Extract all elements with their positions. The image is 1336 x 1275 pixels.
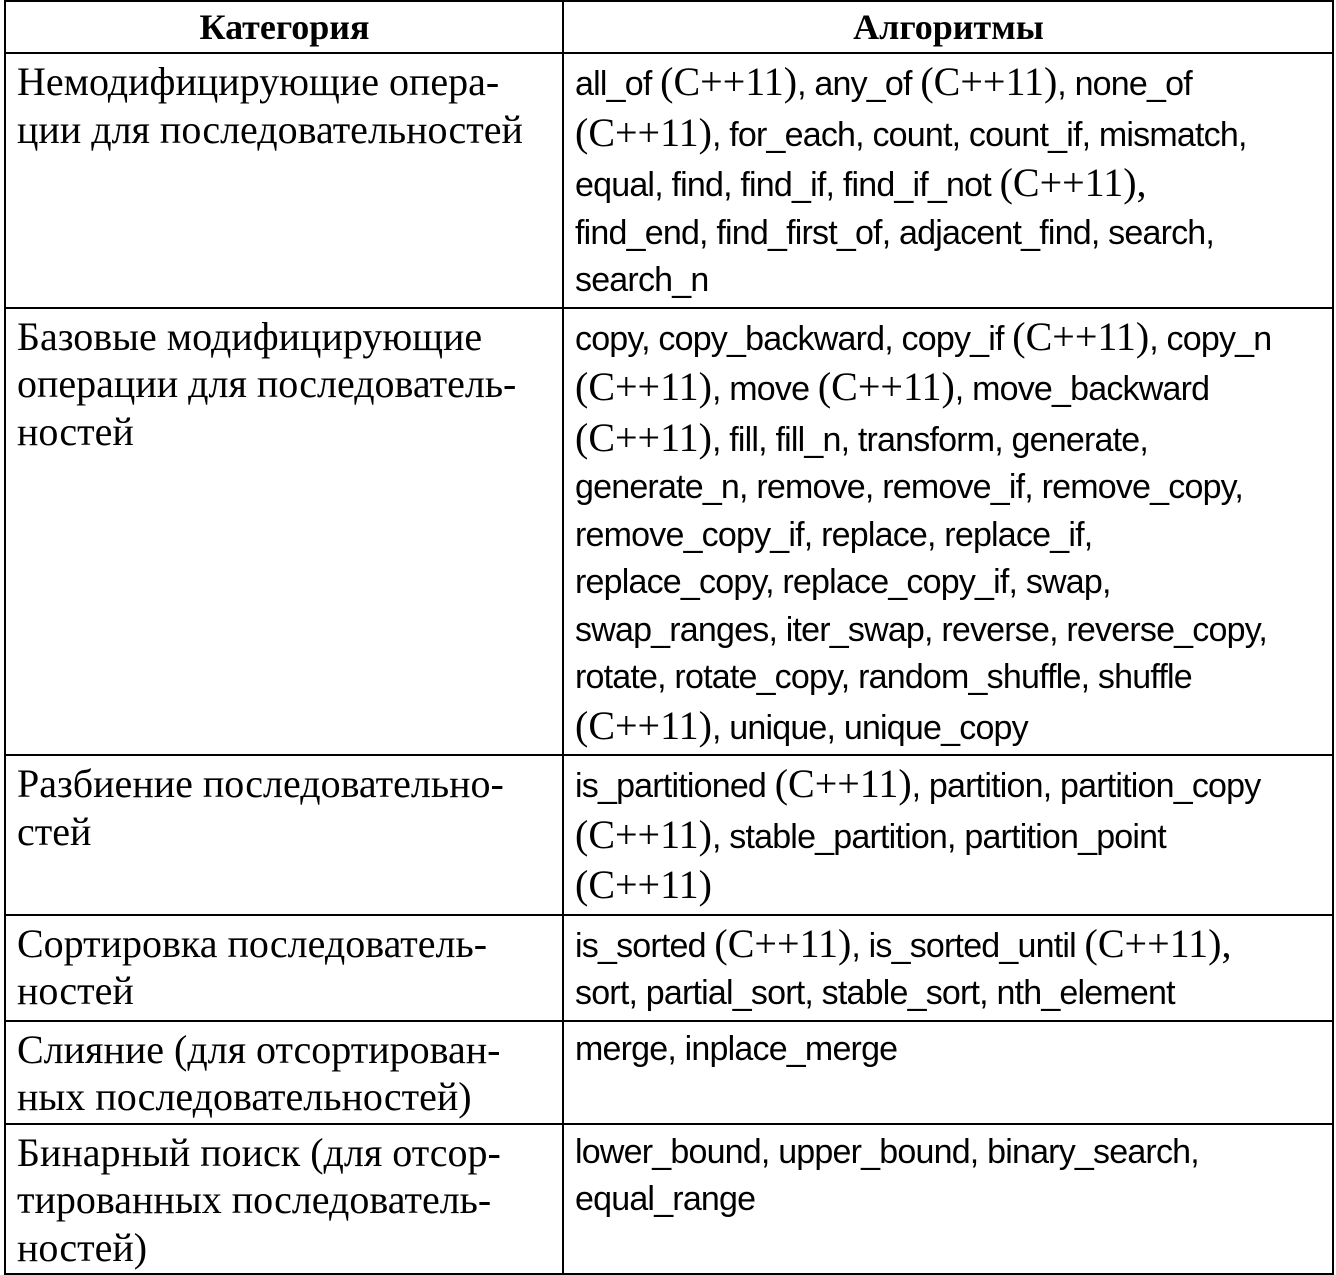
- category-line: ностей): [17, 1224, 148, 1270]
- algorithm-text: , any_of: [797, 65, 921, 103]
- algorithm-text: swap_ranges, iter_swap, reverse, reverse_copy,: [575, 610, 1268, 649]
- cpp11-marker: (C++11): [1012, 313, 1150, 359]
- algorithm-text: , none_of: [1057, 65, 1192, 103]
- algorithms-line: [575, 920, 1322, 971]
- table-row: [5, 1021, 1333, 1124]
- algorithms-line: [575, 702, 1322, 753]
- category-line: Базовые модифицирующие: [17, 313, 483, 359]
- algorithms-line: [575, 159, 1322, 210]
- category-line: операции для последователь-: [17, 361, 517, 406]
- table-row: [5, 915, 1333, 1021]
- cpp11-marker: (C++11): [575, 414, 712, 460]
- category-line: ции для последовательностей: [17, 106, 523, 152]
- category-line: Сортировка последователь-: [17, 920, 488, 966]
- algorithm-text: , partition, partition_copy: [911, 767, 1261, 805]
- algorithm-text: equal_range: [575, 1180, 756, 1218]
- algorithms-line: [575, 109, 1322, 160]
- table-header: [5, 1, 1333, 53]
- cpp11-marker: (C++11): [575, 702, 712, 748]
- table-row: [5, 755, 1333, 915]
- algorithm-text: remove_copy_if, replace, replace_if,: [575, 515, 1093, 554]
- algorithms-line: [575, 559, 1322, 607]
- table-row: [5, 53, 1333, 308]
- algorithms-line: [575, 512, 1322, 560]
- algorithms-cell: [563, 755, 1333, 915]
- cpp11-marker: (C++11): [920, 59, 1058, 104]
- algorithm-text: equal, find, find_if, find_if_not: [575, 166, 1000, 204]
- algorithms-line: [575, 414, 1322, 465]
- cpp11-marker: (C++11): [575, 862, 712, 907]
- algorithm-text: , is_sorted_until: [851, 926, 1085, 965]
- algorithm-text: , fill, fill_n, transform, generate,: [711, 420, 1149, 459]
- category-line: Бинарный поиск (для отсор-: [17, 1129, 501, 1175]
- algorithms-line: [575, 1026, 1322, 1074]
- category-cell: [5, 308, 563, 756]
- algorithms-line: [575, 58, 1322, 109]
- algorithms-cell: [563, 915, 1333, 1021]
- category-line: тированных последователь-: [17, 1177, 492, 1222]
- algorithms-line: [575, 607, 1322, 655]
- algorithm-text: is_partitioned: [575, 767, 775, 805]
- cpp11-marker: (C++11): [774, 761, 912, 806]
- cpp11-marker: (C++11): [660, 59, 798, 104]
- algorithm-text: merge, inplace_merge: [575, 1029, 898, 1068]
- category-line: Немодифицирующие опера-: [17, 59, 500, 104]
- algorithms-line: [575, 257, 1322, 305]
- cpp11-marker: (C++11): [575, 364, 712, 409]
- algorithm-text: all_of: [575, 65, 661, 103]
- algorithms-line: [575, 970, 1322, 1018]
- algorithm-text: , stable_partition, partition_point: [711, 817, 1166, 856]
- algorithm-text: , move_backward: [954, 370, 1210, 408]
- header-row: [5, 1, 1333, 53]
- algorithms-line: [575, 210, 1322, 258]
- algorithms-line: [575, 654, 1322, 702]
- algorithm-text: sort, partial_sort, stable_sort, nth_element: [575, 974, 1175, 1012]
- algorithms-cell: [563, 53, 1333, 308]
- table-body: [5, 53, 1333, 1274]
- cpp11-marker: (C++11): [575, 811, 712, 857]
- algorithm-text: is_sorted: [575, 926, 715, 965]
- category-line: ных последовательностей): [17, 1074, 472, 1119]
- category-line: Слияние (для отсортирован-: [17, 1026, 501, 1072]
- algorithm-text: , move: [711, 370, 818, 408]
- algorithms-line: [575, 760, 1322, 811]
- algorithms-line: [575, 1176, 1322, 1224]
- algorithms-table: [4, 0, 1334, 1275]
- algorithms-line: [575, 363, 1322, 414]
- algorithm-text: lower_bound, upper_bound, binary_search,: [575, 1132, 1199, 1171]
- algorithms-line: [575, 811, 1322, 862]
- algorithms-cell: [563, 308, 1333, 756]
- category-cell: [5, 755, 563, 915]
- category-cell: [5, 915, 563, 1021]
- algorithms-cell: [563, 1021, 1333, 1124]
- algorithms-line: [575, 313, 1322, 364]
- header-category: Категория: [5, 1, 563, 53]
- header-algorithms: Алгоритмы: [563, 1, 1333, 53]
- algorithm-text: search_n: [575, 261, 709, 299]
- algorithm-text: generate_n, remove, remove_if, remove_copy,: [575, 468, 1243, 506]
- algorithm-text: , unique, unique_copy: [711, 708, 1028, 747]
- category-cell: [5, 53, 563, 308]
- algorithm-text: , for_each, count, count_if, mismatch,: [711, 115, 1247, 154]
- algorithm-text: copy, copy_backward, copy_if: [575, 319, 1013, 358]
- category-cell: [5, 1021, 563, 1124]
- algorithm-text: find_end, find_first_of, adjacent_find, search,: [575, 213, 1215, 252]
- algorithm-text: , copy_n: [1149, 319, 1272, 358]
- cpp11-marker: (C++11): [714, 920, 852, 966]
- algorithms-line: [575, 861, 1322, 912]
- algorithms-line: [575, 464, 1322, 512]
- cpp11-marker: (C++11): [817, 364, 955, 409]
- algorithm-text: rotate, rotate_copy, random_shuffle, shuffle: [575, 658, 1192, 696]
- cpp11-marker: (C++11),: [999, 160, 1147, 205]
- cpp11-marker: (C++11),: [1084, 920, 1232, 966]
- algorithms-line: [575, 1129, 1322, 1177]
- category-line: ностей: [17, 408, 134, 454]
- algorithm-text: replace_copy, replace_copy_if, swap,: [575, 563, 1111, 601]
- cpp11-marker: (C++11): [575, 109, 712, 155]
- table-row: [5, 308, 1333, 756]
- category-line: Разбиение последовательно-: [17, 761, 504, 806]
- category-line: ностей: [17, 968, 134, 1013]
- category-line: стей: [17, 808, 92, 854]
